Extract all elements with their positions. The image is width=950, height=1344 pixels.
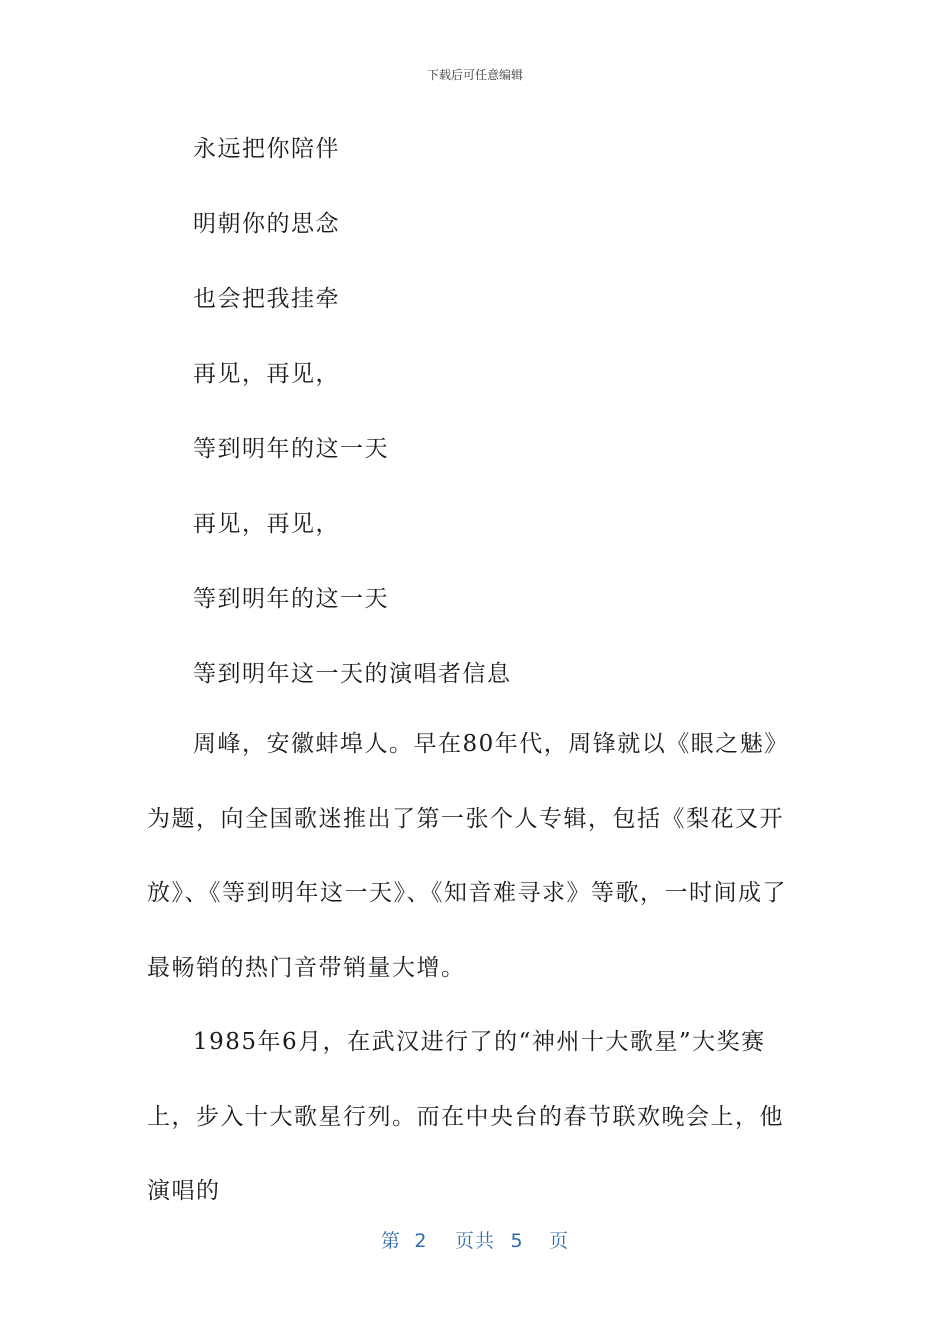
page-current: 2 [414,1230,428,1252]
lyric-line: 再见，再见， [193,361,340,387]
lyric-line: 永远把你陪伴 [193,136,340,162]
body-paragraph: 1985年6月，在武汉进行了的“神州十大歌星”大奖赛上，步入十大歌星行列。而在中央台的春节联欢晚会上，他演唱的 [147,1029,784,1204]
lyric-line: 明朝你的思念 [193,211,340,237]
body-paragraph: 周峰，安徽蚌埠人。早在80年代，周锋就以《眼之魅》为题，向全国歌迷推出了第一张个人专辑，包括《梨花又开放》、《等到明年这一天》、《知音难寻求》等歌，一时间成了最畅销的热门音带销量大增。 [147,731,789,981]
page-label: 第 [380,1230,401,1252]
page-mid: 页共 [454,1230,495,1252]
page-total: 5 [510,1230,524,1252]
page-footer [0,1226,950,1253]
page-end: 页 [549,1230,570,1252]
lyric-line: 再见，再见， [193,511,340,537]
section-heading: 等到明年这一天的演唱者信息 [193,661,512,687]
lyric-line: 等到明年的这一天 [193,586,389,612]
lyric-line: 也会把我挂牵 [193,286,340,312]
lyric-line: 等到明年的这一天 [193,436,389,462]
page-header: 下载后可任意编辑 [426,68,523,82]
